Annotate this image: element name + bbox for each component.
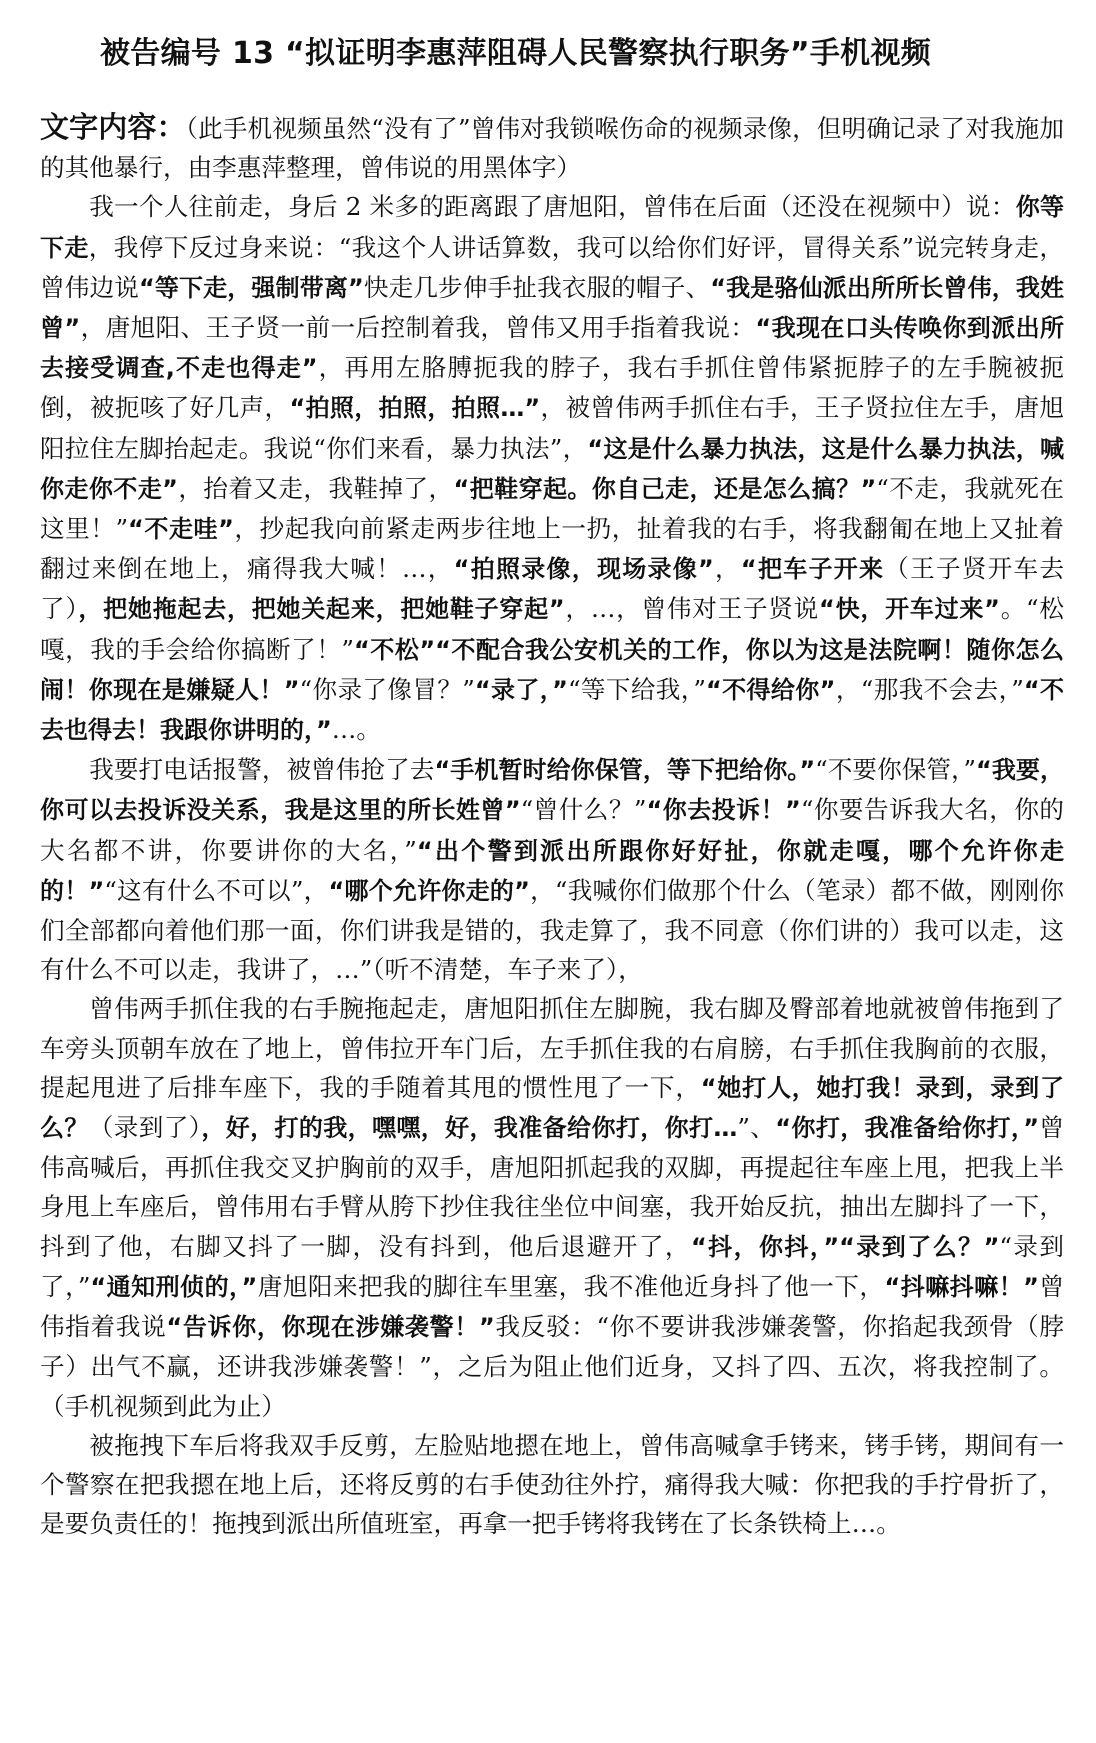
quoted-speech-bold: “等下走，强制带离”	[138, 273, 364, 302]
narrative-text: “这有什么不可以”，	[104, 875, 329, 905]
paragraph	[40, 187, 1064, 750]
narrative-text: （录到了）	[88, 1113, 202, 1143]
narrative-text: “不走，我就死在这里！”	[40, 473, 1064, 544]
quoted-speech-bold: “告诉你，你现在涉嫌袭警！”	[166, 1313, 495, 1342]
quoted-speech-bold: “把鞋穿起。你自己走，还是怎么搞？”	[453, 474, 877, 503]
quoted-speech-bold: “出个警到派出所跟你好好扯，你就走嘎，哪个允许你走的！”	[40, 836, 1064, 905]
narrative-text: ，抄起我向前紧走两步往地上一扔，扯着我的右手，将我翻匍在地上又扯着翻过来倒在地上，痛得我大喊！…，	[40, 514, 1064, 584]
narrative-text: ，被曾伟两手抓住右手，王子贤拉住左手，唐旭阳拉住左脚抬起走。我说“你们来看，暴力执法”，	[40, 393, 1064, 463]
narrative-text: ，“那我不会去，”	[835, 674, 1024, 704]
quoted-speech-bold: “不得给你”	[706, 675, 836, 704]
quoted-speech-bold: “这是什么暴力执法，这是什么暴力执法，喊你走你不走”	[40, 434, 1064, 503]
quoted-speech-bold: “录了，”	[474, 675, 568, 704]
document-body	[40, 108, 1064, 1543]
narrative-text: 我一个人往前走，身后 2 米多的距离跟了唐旭阳，曾伟在后面（还没在视频中）说：	[89, 192, 1016, 222]
narrative-text: ，唐旭阳、王子贤一前一后控制着我，曾伟又用手指着我说：	[80, 313, 756, 343]
narrative-text: 曾伟指着我说	[40, 1271, 1064, 1342]
paragraph	[40, 750, 1064, 989]
narrative-text: “不要你保管，”	[815, 755, 976, 785]
narrative-text: “曾什么？”	[520, 795, 647, 825]
quoted-speech-bold: “我要，你可以去投诉没关系，我是这里的所长姓曾”	[40, 756, 1064, 825]
quoted-speech-bold: “你打，我准备给你打，”	[775, 1114, 1040, 1143]
narrative-text: （此手机视频虽然“没有了”曾伟对我锁喉伤命的视频录像，但明确记录了对我施加的其他暴行，由李惠萍整理，曾伟说的用黑体字）	[40, 114, 1064, 183]
quoted-speech-bold: “快，开车过来”	[819, 595, 1000, 624]
quoted-speech-bold: “哪个允许你走的”	[328, 876, 530, 905]
narrative-text: “录到了，”	[40, 1231, 1065, 1301]
narrative-text: ，“我喊你们做那个什么（笔录）都不做，刚刚你们全部都向着他们那一面，你们讲我是错的，我走算了，我不同意（你们讲的）我可以走，这有什么不可以走，我讲了，…”（听不清楚，车子来了），	[40, 875, 1065, 985]
quoted-speech-bold: 你等下走	[40, 193, 1064, 262]
document-title: 被告编号 13 “拟证明李惠萍阻碍人民警察执行职务”手机视频	[100, 36, 932, 71]
quoted-speech-bold: “她打人，她打我！录到，录到了么？	[40, 1073, 1064, 1143]
narrative-text: ，	[713, 554, 741, 584]
narrative-text: “你录了像冒？”	[299, 674, 475, 704]
quoted-speech-bold: “不松”“不配合我公安机关的工作，你以为这是法院啊！随你怎么闹！你现在是嫌疑人！”	[40, 635, 1064, 704]
narrative-text: ，我停下反过身来说：“我这个人讲话算数，我可以给你们好评，冒得关系”说完转身走，曾伟边说	[40, 232, 1064, 302]
narrative-text: 。“松嘎，我的手会给你搞断了！”	[40, 594, 1064, 664]
narrative-text: “等下给我，”	[567, 674, 707, 704]
narrative-text: 我要打电话报警，被曾伟抢了去	[89, 755, 435, 785]
quoted-speech-bold: “不走哇”	[128, 515, 234, 544]
narrative-text: 曾伟高喊后，再抓住我交叉护胸前的双手，唐旭阳抓起我的双脚，再提起往车座上甩，把我上半身甩上车座后，曾伟用右手臂从胯下抄住我往坐位中间塞，我开始反抗，抽出左脚抖了一下，抖到了他，右脚又抖了一脚，没有抖到，他后退避开了，	[40, 1113, 1065, 1261]
quoted-speech-bold: “手机暂时给你保管，等下把给你。”	[434, 756, 816, 785]
narrative-text: （王子贤开车去了）	[40, 554, 1064, 624]
narrative-text: 被拖拽下车后将我双手反剪，左脸贴地摁在地上，曾伟高喊拿手铐来，铐手铐，期间有一个警察在把我摁在地上后，还将反剪的右手使劲往外拧，痛得我大喊：你把我的手拧骨折了，是要负责任的！拖拽到派出所值班室，再拿一把手铐将我铐在了长条铁椅上…。	[40, 1430, 1064, 1539]
narrative-text: 曾伟两手抓住我的右手腕拖起走，唐旭阳抓住左脚腕，我右脚及臀部着地就被曾伟拖到了车旁头顶朝车放在了地上，曾伟拉开车门后，左手抓住我的右肩膀，右手抓住我胸前的衣服，提起甩进了后排车座下，我的手随着其甩的惯性甩了一下，	[40, 994, 1064, 1102]
quoted-speech-bold: “不去也得去！我跟你讲明的，”	[40, 675, 1064, 745]
quoted-speech-bold: “拍照录像，现场录像”	[453, 555, 714, 584]
narrative-text: 快走几步伸手扯我衣服的帽子、	[363, 272, 711, 302]
paragraph	[40, 989, 1064, 1425]
paragraph	[40, 108, 1064, 187]
narrative-text: “你要告诉我大名，你的大名都不讲，你要讲你的大名，”	[40, 795, 1064, 865]
quoted-speech-bold: ，好，打的我，嘿嘿，好，我准备给你打，你打…	[201, 1114, 738, 1143]
narrative-text: ”、	[737, 1113, 776, 1143]
narrative-text: ，再用左胳膊扼我的脖子，我右手抓住曾伟紧扼脖子的左手腕被扼倒，被扼咳了好几声，	[40, 353, 1064, 423]
narrative-text: ，抬着又走，我鞋掉了，	[177, 473, 454, 503]
narrative-text: 我反驳：“你不要讲我涉嫌袭警，你掐起我颈骨（脖子）出气不赢，还讲我涉嫌袭警！”，之后为阻止他们近身，又抖了四、五次，将我控制了。（手机视频到此为止）	[40, 1312, 1064, 1421]
paragraph	[40, 1426, 1064, 1544]
quoted-speech-bold: “你去投诉！”	[646, 796, 801, 825]
narrative-text: …。	[331, 715, 381, 745]
quoted-speech-bold: “拍照，拍照，拍照…”	[289, 394, 541, 423]
narrative-text: 唐旭阳来把我的脚往车里塞，我不准他近身抖了他一下，	[257, 1271, 885, 1301]
quoted-speech-bold: “我现在口头传唤你到派出所去接受调查,不走也得走”	[40, 314, 1064, 383]
narrative-text: ，…，曾伟对王子贤说	[564, 594, 820, 624]
content-label: 文字内容：	[40, 110, 186, 144]
quoted-speech-bold: “把车子开来	[740, 555, 885, 584]
quoted-speech-bold: ，把她拖起去，把她关起来，把她鞋子穿起”	[78, 595, 565, 624]
quoted-speech-bold: “抖，你抖，”“录到了么？”	[690, 1232, 1000, 1261]
quoted-speech-bold: “我是骆仙派出所所长曾伟，我姓曾”	[40, 273, 1064, 343]
quoted-speech-bold: “抖嘛抖嘛！”	[884, 1272, 1039, 1301]
quoted-speech-bold: “通知刑侦的，”	[90, 1272, 258, 1301]
